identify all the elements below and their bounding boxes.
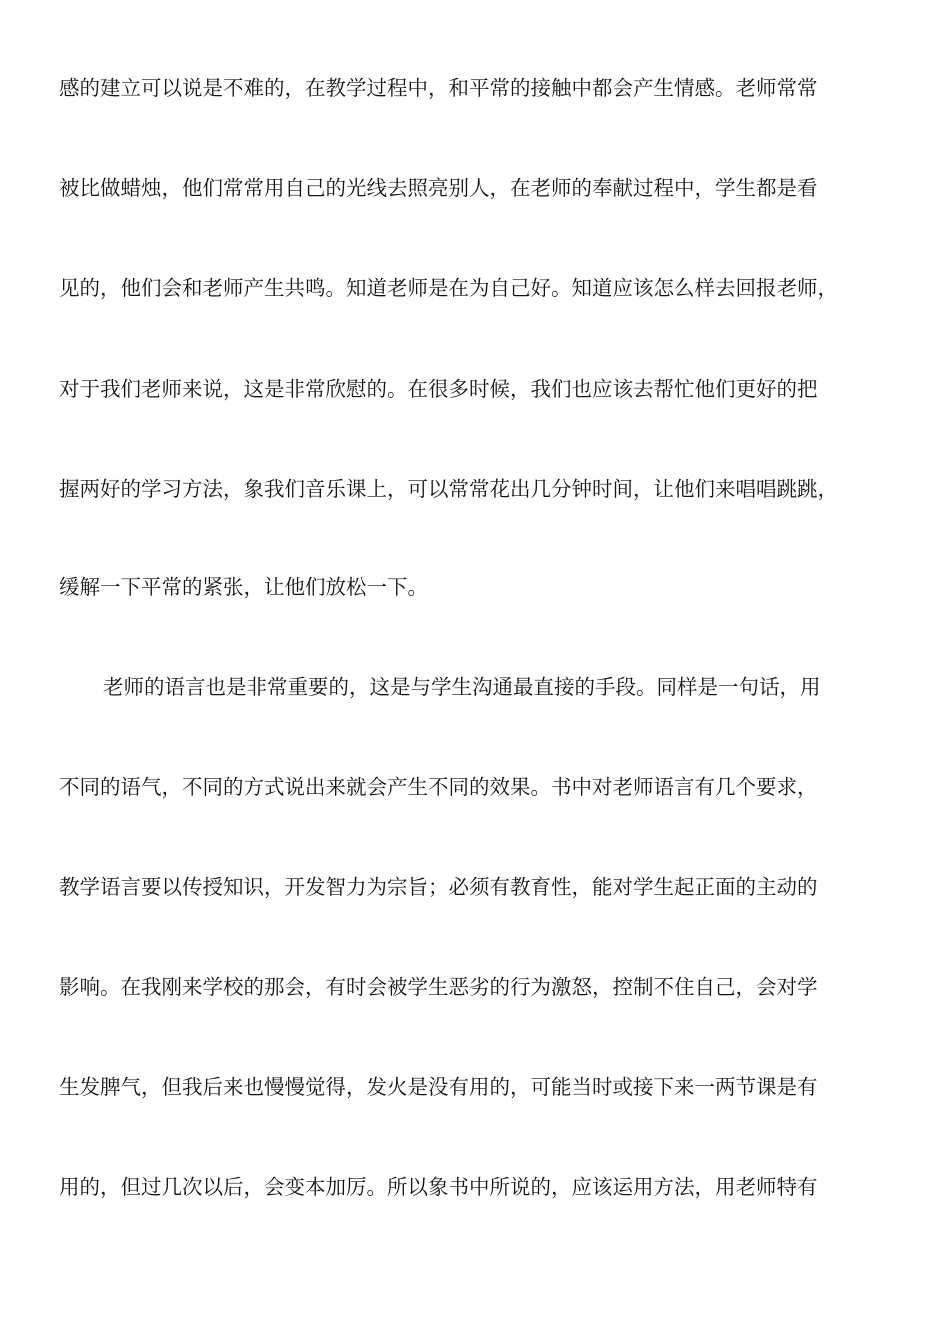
text-line: 缓解一下平常的紧张，让他们放松一下。 [59, 575, 428, 599]
text-line: 握两好的学习方法，象我们音乐课上，可以常常花出几分钟时间，让他们来唱唱跳跳， [59, 477, 838, 501]
text-line: 生发脾气，但我后来也慢慢觉得，发火是没有用的，可能当时或接下来一两节课是有 [59, 1075, 818, 1099]
text-line: 教学语言要以传授知识，开发智力为宗旨；必须有教育性，能对学生起正面的主动的 [59, 875, 818, 899]
text-line: 见的，他们会和老师产生共鸣。知道老师是在为自己好。知道应该怎么样去回报老师， [59, 276, 838, 300]
text-line: 被比做蜡烛，他们常常用自己的光线去照亮别人，在老师的奉献过程中，学生都是看 [59, 176, 818, 200]
paragraph-start-line: 老师的语言也是非常重要的，这是与学生沟通最直接的手段。同样是一句话，用 [103, 675, 821, 699]
text-line: 影响。在我刚来学校的那会，有时会被学生恶劣的行为激怒，控制不住自己，会对学 [59, 975, 818, 999]
text-line: 不同的语气，不同的方式说出来就会产生不同的效果。书中对老师语言有几个要求， [59, 775, 818, 799]
text-line: 对于我们老师来说，这是非常欣慰的。在很多时候，我们也应该去帮忙他们更好的把 [59, 377, 818, 401]
text-line: 用的，但过几次以后，会变本加厉。所以象书中所说的，应该运用方法，用老师特有 [59, 1175, 818, 1199]
text-line: 感的建立可以说是不难的，在教学过程中，和平常的接触中都会产生情感。老师常常 [59, 76, 818, 100]
